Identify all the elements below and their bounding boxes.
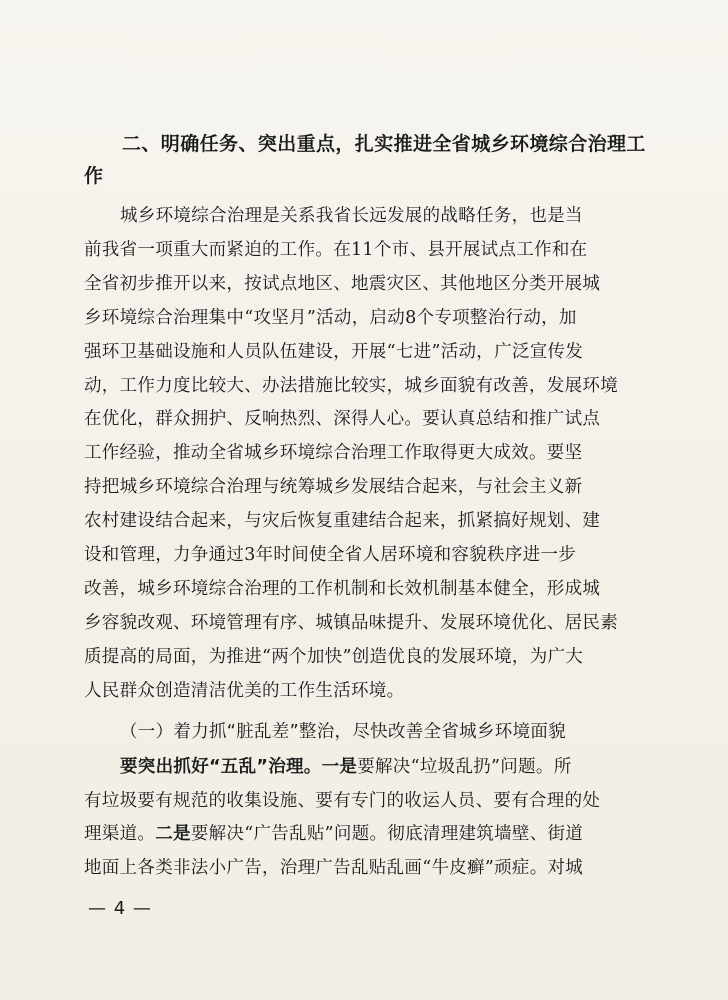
paragraph-1-line-6: 动，工作力度比较大、办法措施比较实，城乡面貌有改善，发展环境 bbox=[84, 375, 618, 396]
paragraph-1-line-3: 全省初步推开以来，按试点地区、地震灾区、其他地区分类开展城 bbox=[84, 273, 601, 294]
subsection-heading: （一）着力抓“脏乱差”整治，尽快改善全省城乡环境面貌 bbox=[120, 721, 566, 742]
paragraph-1-line-9: 持把城乡环境综合治理与统筹城乡发展结合起来，与社会主义新 bbox=[84, 477, 583, 498]
paragraph-2-line-3-text: 要解决“广告乱贴”问题。彻底清理建筑墙壁、街道 bbox=[190, 824, 584, 845]
paragraph-1-line-14: 质提高的局面，为推进“两个加快”创造优良的发展环境，为广大 bbox=[84, 646, 584, 667]
page-number: — 4 — bbox=[88, 898, 152, 919]
paragraph-1-line-13: 乡容貌改观、环境管理有序、城镇品味提升、发展环境优化、居民素 bbox=[84, 612, 618, 633]
paragraph-2-bold-lead: 要突出抓好“五乱”治理。一是 bbox=[120, 756, 358, 777]
paragraph-1-line-2: 前我省一项重大而紧迫的工作。在11个市、县开展试点工作和在 bbox=[84, 239, 588, 260]
paragraph-2-line-3 bbox=[84, 818, 620, 852]
section-heading bbox=[84, 128, 646, 192]
paragraph-1-line-15: 人民群众创造清洁优美的工作生活环境。 bbox=[84, 680, 405, 701]
paragraph-1-line-5: 强环卫基础设施和人员队伍建设，开展“七进”活动，广泛宣传发 bbox=[84, 341, 584, 362]
paragraph-2-line-2: 有垃圾要有规范的收集设施、要有专门的收运人员、要有合理的处 bbox=[84, 790, 601, 811]
paragraph-2-line-1 bbox=[84, 751, 620, 785]
section-heading-line-1: 二、明确任务、突出重点，扎实推进全省城乡环境综合治理工 bbox=[122, 133, 646, 155]
section-heading-line-2: 作 bbox=[84, 165, 104, 187]
paragraph-1-line-7: 在优化，群众拥护、反响热烈、深得人心。要认真总结和推广试点 bbox=[84, 409, 601, 430]
paragraph-2-bold-second: 二是 bbox=[155, 824, 191, 845]
paragraph-1-line-12: 改善，城乡环境综合治理的工作机制和长效机制基本健全，形成城 bbox=[84, 578, 601, 599]
document-body bbox=[84, 128, 646, 886]
paragraph-1-line-11: 设和管理，力争通过3年时间使全省人居环境和容貌秩序进一步 bbox=[84, 545, 577, 566]
paragraph-2-line-4: 地面上各类非法小广告，治理广告乱贴乱画“牛皮癣”顽症。对城 bbox=[84, 858, 584, 879]
paragraph-2 bbox=[84, 751, 620, 887]
paragraph-1-line-1: 城乡环境综合治理是关系我省长远发展的战略任务，也是当 bbox=[120, 206, 583, 226]
paragraph-1-line-4: 乡环境综合治理集中“攻坚月”活动，启动8个专项整治行动，加 bbox=[84, 307, 577, 328]
paragraph-2-line-1-text: 要解决“垃圾乱扔”问题。所 bbox=[357, 756, 572, 777]
paragraph-2-line-3-pre: 理渠道。 bbox=[84, 824, 156, 845]
paragraph-1-line-8: 工作经验，推动全省城乡环境综合治理工作取得更大成效。要坚 bbox=[84, 443, 583, 464]
paragraph-1 bbox=[84, 200, 620, 709]
paragraph-1-line-10: 农村建设结合起来，与灾后恢复重建结合起来，抓紧搞好规划、建 bbox=[84, 511, 601, 532]
